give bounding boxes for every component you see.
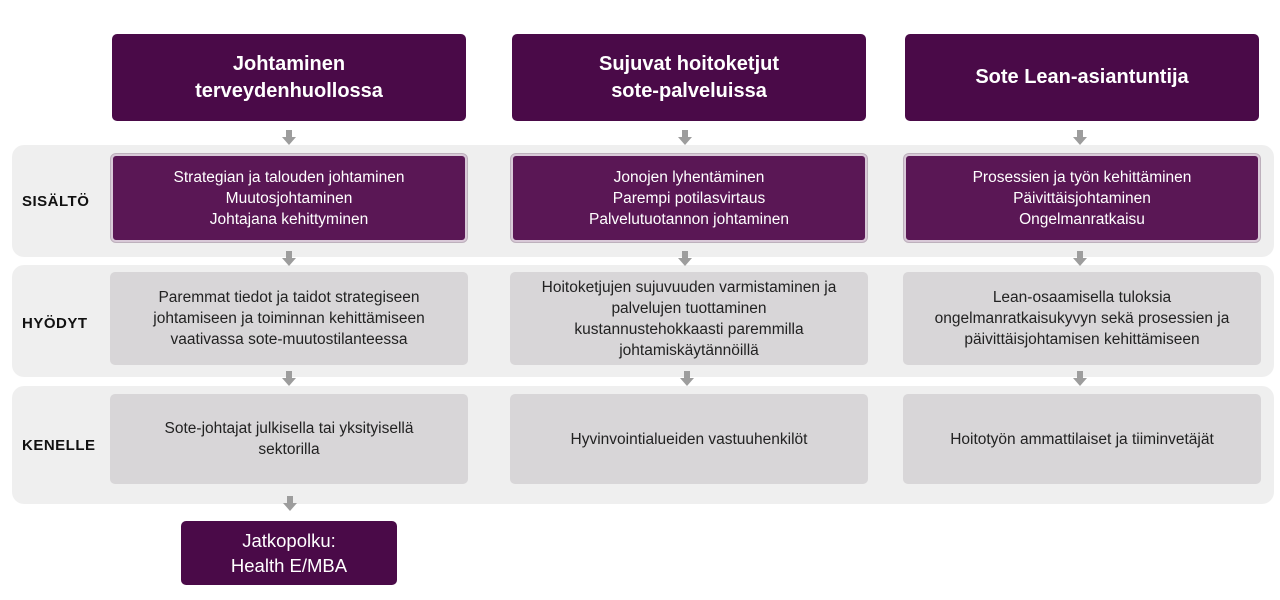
down-arrow-icon xyxy=(678,251,692,266)
content-line: Strategian ja talouden johtaminen xyxy=(173,168,405,186)
title-line: Sote Lean-asiantuntija xyxy=(975,66,1189,88)
content-line: Ongelmanratkaisu xyxy=(1019,210,1145,228)
benefit-box-leadership xyxy=(110,272,468,365)
benefit-line: päivittäisjohtamisen kehittämiseen xyxy=(964,331,1200,348)
column-title-care-chains xyxy=(512,34,866,121)
benefit-box-lean xyxy=(903,272,1261,365)
target-line: Sote-johtajat julkisella tai yksityisellä xyxy=(164,420,414,437)
benefit-line: Hoitoketjujen sujuvuuden varmistaminen ja xyxy=(541,278,837,296)
down-arrow-icon xyxy=(1073,130,1087,145)
benefit-line: vaativassa sote-muutostilanteessa xyxy=(170,331,408,348)
title-line: sote-palveluissa xyxy=(611,79,767,102)
next-step-box xyxy=(181,521,397,585)
target-box-care-chains xyxy=(510,394,868,484)
content-line: Jonojen lyhentäminen xyxy=(613,168,765,186)
benefit-box-care-chains xyxy=(510,272,868,365)
content-line: Palvelutuotannon johtaminen xyxy=(589,210,789,228)
benefit-line: johtamiseen ja toiminnan kehittämiseen xyxy=(153,310,425,327)
content-box-care-chains xyxy=(511,154,867,242)
down-arrow-icon xyxy=(282,251,296,266)
content-box-leadership xyxy=(111,154,467,242)
down-arrow-icon xyxy=(1073,251,1087,266)
benefit-line: Paremmat tiedot ja taidot strategiseen xyxy=(158,289,420,306)
next-step-line: Jatkopolku: xyxy=(242,530,336,551)
row-label-content: SISÄLTÖ xyxy=(22,192,90,210)
target-box-leadership xyxy=(110,394,468,484)
column-title-leadership xyxy=(112,34,466,121)
content-line: Johtajana kehittyminen xyxy=(209,210,369,228)
content-line: Muutosjohtaminen xyxy=(225,189,353,207)
target-line: Hyvinvointialueiden vastuuhenkilöt xyxy=(570,430,808,448)
down-arrow-icon xyxy=(282,371,296,386)
target-line: sektorilla xyxy=(258,441,320,458)
content-line: Prosessien ja työn kehittäminen xyxy=(972,168,1192,186)
next-step-line: Health E/MBA xyxy=(230,555,348,576)
benefit-line: palvelujen tuottaminen xyxy=(611,299,767,317)
content-line: Päivittäisjohtaminen xyxy=(1013,189,1151,207)
row-label-target: KENELLE xyxy=(22,436,96,454)
down-arrow-icon xyxy=(1073,371,1087,386)
benefit-line: Lean-osaamisella tuloksia xyxy=(992,289,1172,306)
title-line: Sujuvat hoitoketjut xyxy=(599,52,779,75)
row-label-benefits: HYÖDYT xyxy=(22,314,88,332)
benefit-line: ongelmanratkaisukyvyn sekä prosessien ja xyxy=(934,310,1230,327)
title-line: Johtaminen xyxy=(232,52,346,75)
benefit-line: johtamiskäytännöillä xyxy=(619,341,759,359)
target-line: Hoitotyön ammattilaiset ja tiiminvetäjät xyxy=(950,430,1214,448)
down-arrow-icon xyxy=(282,130,296,145)
column-title-lean xyxy=(905,34,1259,121)
target-box-lean xyxy=(903,394,1261,484)
down-arrow-icon xyxy=(283,496,299,514)
content-line: Parempi potilasvirtaus xyxy=(612,189,766,207)
down-arrow-icon xyxy=(680,371,694,386)
content-box-lean xyxy=(904,154,1260,242)
down-arrow-icon xyxy=(678,130,692,145)
benefit-line: kustannustehokkaasti paremmilla xyxy=(574,320,804,338)
title-line: terveydenhuollossa xyxy=(195,79,383,102)
